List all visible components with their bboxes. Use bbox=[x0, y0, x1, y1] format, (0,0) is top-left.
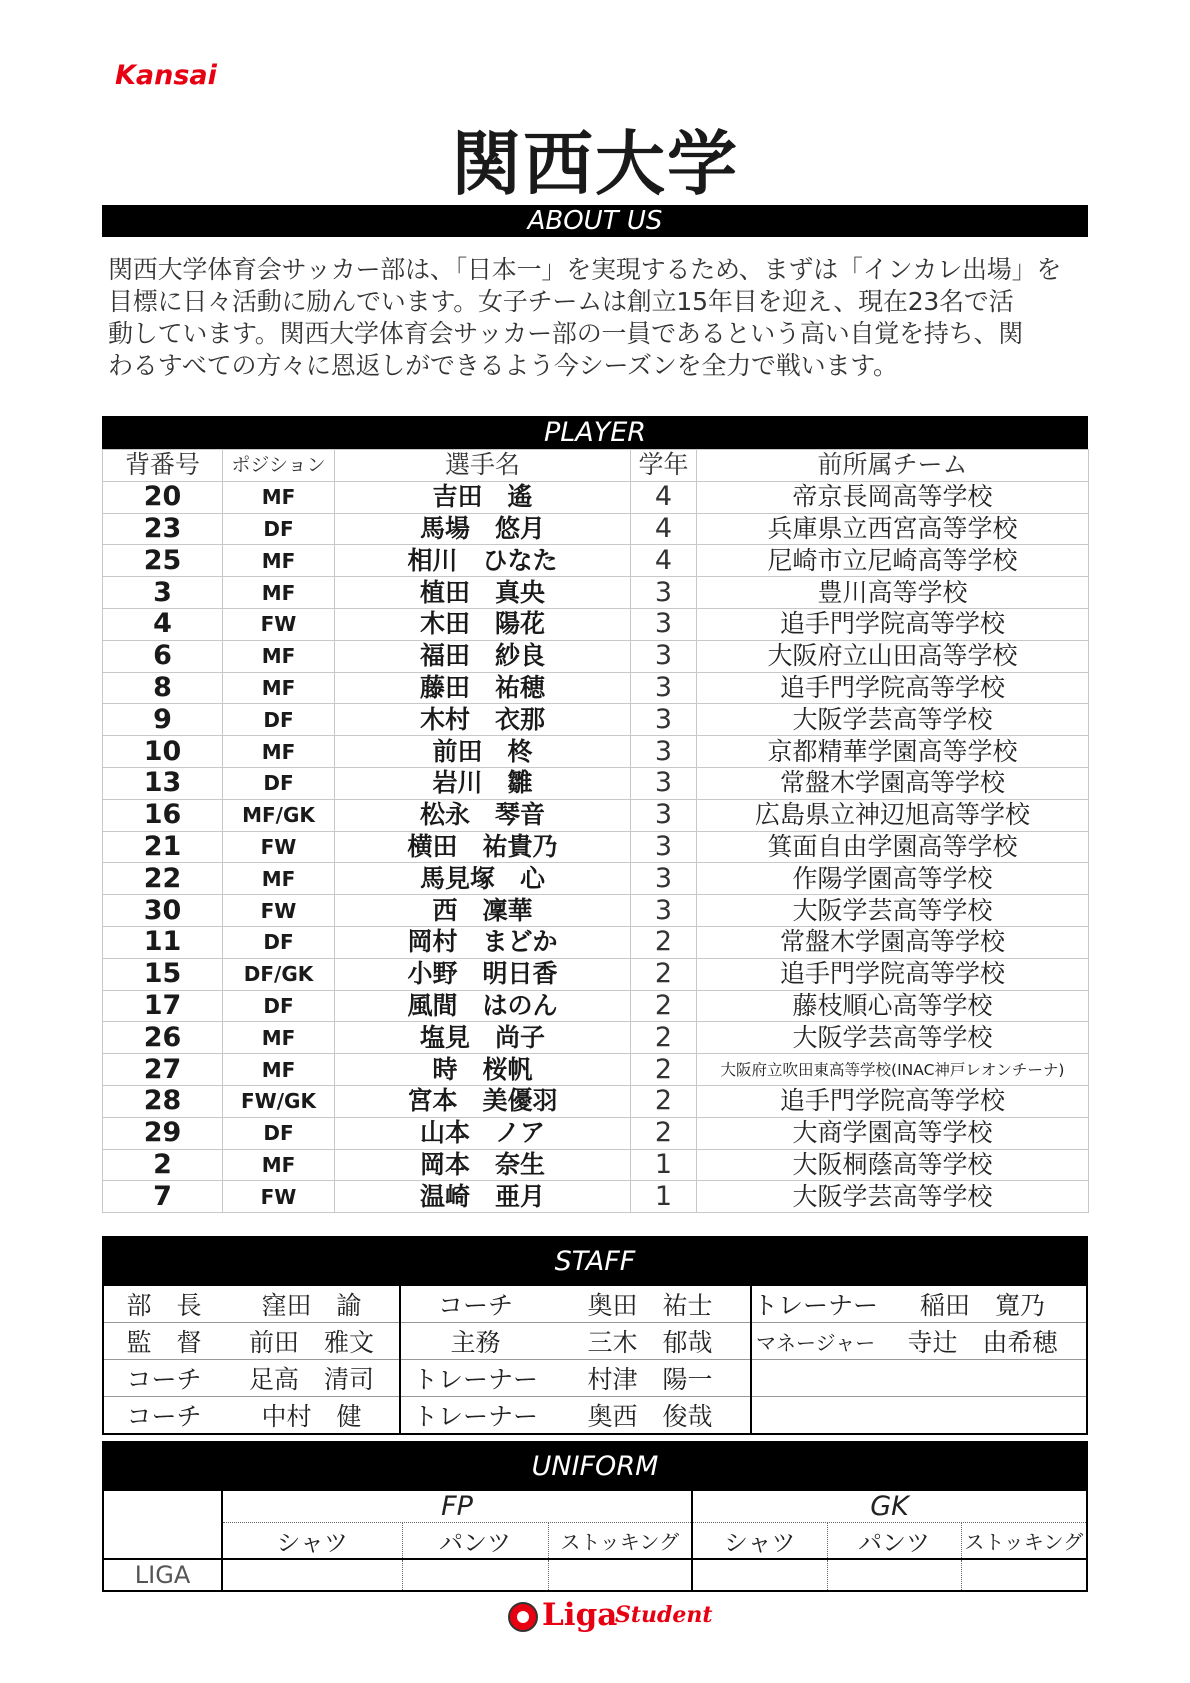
player-name: 前田 柊 bbox=[335, 736, 631, 768]
player-number: 4 bbox=[103, 608, 223, 640]
player-row bbox=[103, 926, 1089, 958]
player-row bbox=[103, 799, 1089, 831]
header-position: ポジション bbox=[223, 450, 335, 482]
player-row bbox=[103, 640, 1089, 672]
player-position: DF/GK bbox=[223, 958, 335, 990]
player-previous-team: 大阪桐蔭高等学校 bbox=[697, 1149, 1089, 1181]
player-row bbox=[103, 1149, 1089, 1181]
player-number: 28 bbox=[103, 1085, 223, 1117]
player-previous-team: 尼崎市立尼崎高等学校 bbox=[697, 545, 1089, 577]
player-grade: 2 bbox=[631, 958, 697, 990]
staff-role bbox=[751, 1397, 879, 1434]
player-position: FW bbox=[223, 831, 335, 863]
player-previous-team: 帝京長岡高等学校 bbox=[697, 481, 1089, 513]
player-position: FW bbox=[223, 895, 335, 927]
player-grade: 4 bbox=[631, 481, 697, 513]
player-grade: 3 bbox=[631, 672, 697, 704]
player-previous-team: 広島県立神辺旭高等学校 bbox=[697, 799, 1089, 831]
player-name: 松永 琴音 bbox=[335, 799, 631, 831]
player-row bbox=[103, 545, 1089, 577]
player-row bbox=[103, 990, 1089, 1022]
liga-badge-icon bbox=[508, 1602, 538, 1632]
player-grade: 2 bbox=[631, 990, 697, 1022]
player-previous-team: 京都精華学園高等学校 bbox=[697, 736, 1089, 768]
player-position: MF bbox=[223, 1149, 335, 1181]
player-previous-team: 大阪学芸高等学校 bbox=[697, 704, 1089, 736]
player-name: 岡村 まどか bbox=[335, 926, 631, 958]
player-position: MF bbox=[223, 577, 335, 609]
player-previous-team: 大阪学芸高等学校 bbox=[697, 1181, 1089, 1213]
about-line: 関西大学体育会サッカー部は、「日本一」を実現するため、まずは「インカレ出場」を bbox=[108, 255, 1062, 284]
staff-role: コーチ bbox=[104, 1360, 224, 1397]
uniform-table bbox=[104, 1491, 1086, 1590]
staff-heading: STAFF bbox=[104, 1238, 1086, 1286]
player-row bbox=[103, 958, 1089, 990]
player-name: 吉田 遙 bbox=[335, 481, 631, 513]
player-number: 3 bbox=[103, 577, 223, 609]
player-position: MF bbox=[223, 481, 335, 513]
player-previous-team: 大阪学芸高等学校 bbox=[697, 895, 1089, 927]
player-previous-team: 豊川高等学校 bbox=[697, 577, 1089, 609]
player-number: 30 bbox=[103, 895, 223, 927]
player-previous-team: 常盤木学園高等学校 bbox=[697, 926, 1089, 958]
player-grade: 3 bbox=[631, 895, 697, 927]
staff-row bbox=[104, 1323, 1086, 1360]
player-name: 西 凜華 bbox=[335, 895, 631, 927]
player-previous-team: 作陽学園高等学校 bbox=[697, 863, 1089, 895]
player-number: 8 bbox=[103, 672, 223, 704]
player-number: 29 bbox=[103, 1117, 223, 1149]
player-row bbox=[103, 1181, 1089, 1213]
player-previous-team: 追手門学院高等学校 bbox=[697, 1085, 1089, 1117]
uniform-row-label: LIGA bbox=[104, 1559, 222, 1590]
staff-table bbox=[104, 1286, 1086, 1433]
player-previous-team: 藤枝順心高等学校 bbox=[697, 990, 1089, 1022]
staff-role: トレーナー bbox=[400, 1360, 550, 1397]
player-row bbox=[103, 577, 1089, 609]
logo-liga-text: Liga bbox=[542, 1597, 618, 1633]
liga-student-logo bbox=[508, 1599, 718, 1635]
player-number: 9 bbox=[103, 704, 223, 736]
staff-name: 足高 清司 bbox=[224, 1360, 400, 1397]
player-heading: PLAYER bbox=[102, 416, 1088, 449]
player-name: 馬見塚 心 bbox=[335, 863, 631, 895]
player-position: FW bbox=[223, 1181, 335, 1213]
player-position: MF bbox=[223, 545, 335, 577]
player-number: 7 bbox=[103, 1181, 223, 1213]
player-name: 植田 真央 bbox=[335, 577, 631, 609]
player-name: 福田 紗良 bbox=[335, 640, 631, 672]
player-name: 塩見 尚子 bbox=[335, 1022, 631, 1054]
header-previous-team: 前所属チーム bbox=[697, 450, 1089, 482]
staff-name bbox=[879, 1397, 1086, 1434]
player-row bbox=[103, 1085, 1089, 1117]
player-position: FW bbox=[223, 608, 335, 640]
uniform-liga-row bbox=[104, 1559, 1086, 1590]
player-previous-team: 大阪府立山田高等学校 bbox=[697, 640, 1089, 672]
staff-section bbox=[102, 1236, 1088, 1435]
uniform-fp: FP bbox=[222, 1491, 692, 1523]
staff-role: トレーナー bbox=[751, 1286, 879, 1323]
player-row bbox=[103, 481, 1089, 513]
player-number: 15 bbox=[103, 958, 223, 990]
player-position: MF/GK bbox=[223, 799, 335, 831]
player-grade: 4 bbox=[631, 545, 697, 577]
player-position: DF bbox=[223, 1117, 335, 1149]
player-number: 17 bbox=[103, 990, 223, 1022]
player-number: 11 bbox=[103, 926, 223, 958]
uniform-col-fp-pants: パンツ bbox=[402, 1523, 548, 1560]
player-number: 22 bbox=[103, 863, 223, 895]
uniform-column-row bbox=[104, 1523, 1086, 1560]
player-position: DF bbox=[223, 767, 335, 799]
player-position: MF bbox=[223, 1022, 335, 1054]
staff-row bbox=[104, 1286, 1086, 1323]
staff-role: 主務 bbox=[400, 1323, 550, 1360]
staff-name: 三木 郁哉 bbox=[550, 1323, 751, 1360]
player-row bbox=[103, 672, 1089, 704]
player-table-header bbox=[103, 450, 1089, 482]
staff-role: 監 督 bbox=[104, 1323, 224, 1360]
player-number: 27 bbox=[103, 1054, 223, 1086]
player-number: 21 bbox=[103, 831, 223, 863]
player-number: 23 bbox=[103, 513, 223, 545]
player-grade: 2 bbox=[631, 1085, 697, 1117]
staff-row bbox=[104, 1397, 1086, 1434]
staff-name: 奥西 俊哉 bbox=[587, 1402, 713, 1431]
page-title: 関西大学 bbox=[451, 123, 739, 205]
staff-name: 窪田 諭 bbox=[224, 1286, 400, 1323]
uniform-heading: UNIFORM bbox=[104, 1443, 1086, 1491]
uniform-col-gk-shirt: シャツ bbox=[692, 1523, 827, 1560]
uniform-section bbox=[102, 1441, 1088, 1592]
player-row bbox=[103, 608, 1089, 640]
player-position: MF bbox=[223, 640, 335, 672]
player-position: DF bbox=[223, 513, 335, 545]
player-position: MF bbox=[223, 863, 335, 895]
staff-name: 寺辻 由希穂 bbox=[879, 1323, 1086, 1360]
player-name: 横田 祐貴乃 bbox=[335, 831, 631, 863]
player-name: 相川 ひなた bbox=[335, 545, 631, 577]
player-name: 木村 衣那 bbox=[335, 704, 631, 736]
staff-name: 前田 雅文 bbox=[224, 1323, 400, 1360]
player-name: 山本 ノア bbox=[335, 1117, 631, 1149]
player-grade: 1 bbox=[631, 1181, 697, 1213]
player-rows bbox=[103, 481, 1089, 1212]
about-line: 動しています。関西大学体育会サッカー部の一員であるという高い自覚を持ち、関 bbox=[108, 319, 1024, 348]
player-previous-team: 兵庫県立西宮高等学校 bbox=[697, 513, 1089, 545]
staff-name: 奥田 祐士 bbox=[550, 1286, 751, 1323]
player-position: MF bbox=[223, 736, 335, 768]
staff-role: 部 長 bbox=[104, 1286, 224, 1323]
player-grade: 3 bbox=[631, 608, 697, 640]
player-row bbox=[103, 1117, 1089, 1149]
player-grade: 4 bbox=[631, 513, 697, 545]
staff-name bbox=[879, 1360, 1086, 1397]
staff-name: 中村 健 bbox=[261, 1402, 362, 1431]
player-name: 岩川 雛 bbox=[335, 767, 631, 799]
player-previous-team: 追手門学院高等学校 bbox=[697, 672, 1089, 704]
player-number: 16 bbox=[103, 799, 223, 831]
player-grade: 3 bbox=[631, 767, 697, 799]
player-row bbox=[103, 767, 1089, 799]
player-grade: 3 bbox=[631, 831, 697, 863]
player-previous-team: 追手門学院高等学校 bbox=[697, 958, 1089, 990]
player-grade: 3 bbox=[631, 704, 697, 736]
player-number: 26 bbox=[103, 1022, 223, 1054]
player-previous-team: 大阪学芸高等学校 bbox=[697, 1022, 1089, 1054]
player-number: 6 bbox=[103, 640, 223, 672]
player-name: 風間 はのん bbox=[335, 990, 631, 1022]
uniform-gk: GK bbox=[692, 1491, 1086, 1523]
about-heading: ABOUT US bbox=[102, 205, 1088, 237]
player-grade: 3 bbox=[631, 863, 697, 895]
player-name: 小野 明日香 bbox=[335, 958, 631, 990]
player-row bbox=[103, 513, 1089, 545]
player-name: 馬場 悠月 bbox=[335, 513, 631, 545]
player-previous-team: 箕面自由学園高等学校 bbox=[697, 831, 1089, 863]
staff-role: マネージャー bbox=[751, 1323, 879, 1360]
staff-role bbox=[751, 1360, 879, 1397]
player-name: 宮本 美優羽 bbox=[335, 1085, 631, 1117]
about-line: 目標に日々活動に励んでいます。女子チームは創立15年目を迎え、現在23名で活 bbox=[108, 287, 1014, 316]
player-grade: 1 bbox=[631, 1149, 697, 1181]
player-name: 温崎 亜月 bbox=[335, 1181, 631, 1213]
uniform-col-fp-socks: ストッキング bbox=[548, 1523, 692, 1560]
player-row bbox=[103, 863, 1089, 895]
player-position: DF bbox=[223, 704, 335, 736]
player-previous-team: 常盤木学園高等学校 bbox=[697, 767, 1089, 799]
player-name: 藤田 祐穂 bbox=[335, 672, 631, 704]
player-position: DF bbox=[223, 926, 335, 958]
player-name: 岡本 奈生 bbox=[335, 1149, 631, 1181]
player-number: 20 bbox=[103, 481, 223, 513]
about-text bbox=[108, 254, 1088, 382]
player-name: 木田 陽花 bbox=[335, 608, 631, 640]
player-grade: 3 bbox=[631, 799, 697, 831]
player-grade: 3 bbox=[631, 736, 697, 768]
player-row bbox=[103, 895, 1089, 927]
staff-rows bbox=[104, 1286, 1086, 1433]
player-number: 2 bbox=[103, 1149, 223, 1181]
header-name: 選手名 bbox=[335, 450, 631, 482]
player-previous-team: 追手門学院高等学校 bbox=[697, 608, 1089, 640]
header-grade: 学年 bbox=[631, 450, 697, 482]
player-position: MF bbox=[223, 672, 335, 704]
player-grade: 2 bbox=[631, 1022, 697, 1054]
player-row bbox=[103, 1022, 1089, 1054]
player-position: DF bbox=[223, 990, 335, 1022]
player-number: 13 bbox=[103, 767, 223, 799]
uniform-group-row bbox=[104, 1491, 1086, 1523]
staff-name: 稲田 寛乃 bbox=[879, 1286, 1086, 1323]
player-grade: 3 bbox=[631, 640, 697, 672]
player-number: 10 bbox=[103, 736, 223, 768]
player-grade: 3 bbox=[631, 577, 697, 609]
player-position: MF bbox=[223, 1054, 335, 1086]
player-position: FW/GK bbox=[223, 1085, 335, 1117]
staff-role: トレーナー bbox=[400, 1397, 550, 1434]
staff-role: コーチ bbox=[400, 1286, 550, 1323]
staff-row bbox=[104, 1360, 1086, 1397]
player-row bbox=[103, 1054, 1089, 1086]
player-table bbox=[102, 449, 1089, 1213]
player-previous-team: 大商学園高等学校 bbox=[697, 1117, 1089, 1149]
uniform-col-gk-pants: パンツ bbox=[827, 1523, 961, 1560]
region-label: Kansai bbox=[115, 60, 217, 91]
logo-student-text: Student bbox=[615, 1602, 713, 1628]
staff-name: 村津 陽一 bbox=[550, 1360, 751, 1397]
header-number: 背番号 bbox=[103, 450, 223, 482]
player-row bbox=[103, 831, 1089, 863]
uniform-col-gk-socks: ストッキング bbox=[961, 1523, 1086, 1560]
player-previous-team: 大阪府立吹田東高等学校(INAC神戸レオンチーナ) bbox=[697, 1054, 1089, 1086]
player-row bbox=[103, 736, 1089, 768]
staff-role: コーチ bbox=[126, 1402, 202, 1431]
uniform-col-fp-shirt: シャツ bbox=[222, 1523, 402, 1560]
player-grade: 2 bbox=[631, 1117, 697, 1149]
player-number: 25 bbox=[103, 545, 223, 577]
player-grade: 2 bbox=[631, 1054, 697, 1086]
player-name: 時 桜帆 bbox=[335, 1054, 631, 1086]
player-row bbox=[103, 704, 1089, 736]
player-grade: 2 bbox=[631, 926, 697, 958]
about-line: わるすべての方々に恩返しができるよう今シーズンを全力で戦います。 bbox=[108, 351, 898, 380]
